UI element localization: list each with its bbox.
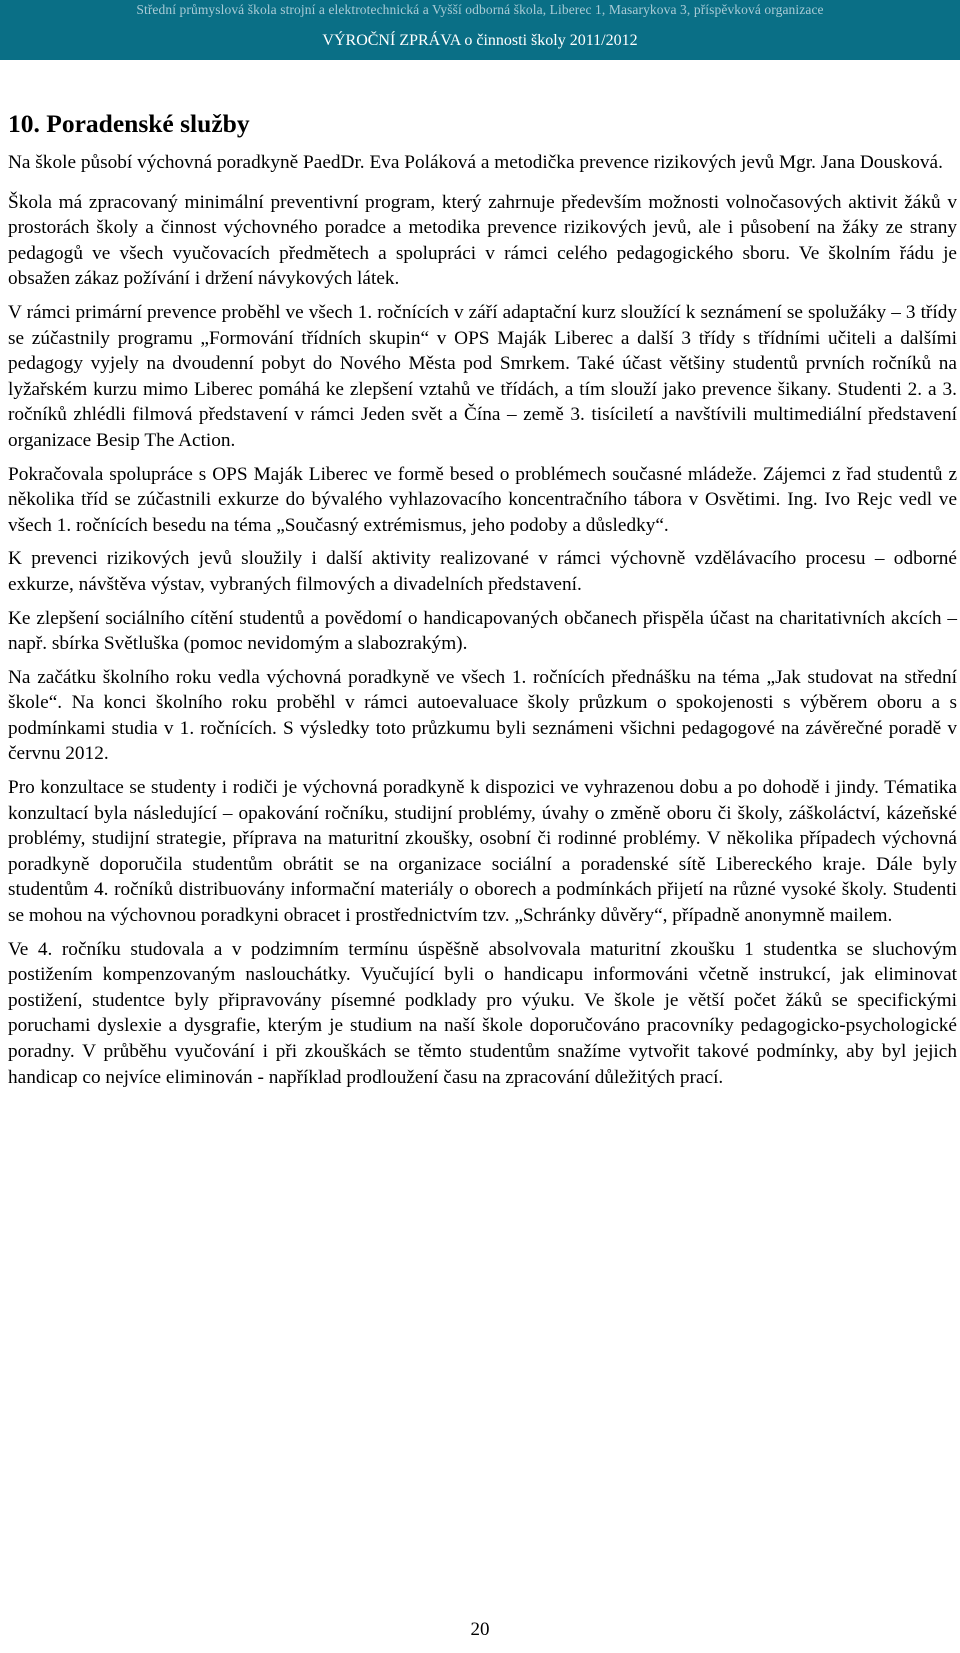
paragraph-consultations: Pro konzultace se studenty i rodiči je výchovná poradkyně k dispozici ve vyhrazenou dobu a po dohodě i jindy. Tématika konzultací byla následující – opakování ročníku, studijní problémy, úvahy o změně oboru či školy, záškoláctví, kázeňské problémy, studijní strategie, příprava na maturitní zkoušky, osobní či rodinné problémy. V několika případech výchovná poradkyně doporučila studentům obrátit se na organizace sociální a poradenské sítě Libereckého kraje. Dále byly studentům 4. ročníků distribuovány informační materiály o oborech a podmínkách přijetí na různé vysoké školy. Studenti se mohou na výchovnou poradkyni obracet i prostřednictvím tzv. „Schránky důvěry“, případně anonymně mailem. [8,777,957,927]
paragraph-advisors: Na škole působí výchovná poradkyně PaedDr. Eva Poláková a metodička prevence rizikových jevů Mgr. Jana Dousková. [8,152,943,173]
page-number: 20 [470,1619,490,1640]
paragraph-other-activities: K prevenci rizikových jevů sloužily i další aktivity realizované v rámci výchovně vzdělávacího procesu – odborné exkurze, návštěva výstav, vybraných filmových a divadelních představení. [8,548,957,595]
page-header [0,0,960,60]
header-school-name: Střední průmyslová škola strojní a elektrotechnická a Vyšší odborná škola, Liberec 1, Masarykova 3, příspěvková organizace [136,2,824,17]
paragraph-primary-prevention: V rámci primární prevence proběhl ve všech 1. ročnících v září adaptační kurz sloužící k seznámení se spolužáky – 3 třídy se zúčastnily programu „Formování třídních skupin“ v OPS Maják Liberec a další 3 třídy s třídními učiteli a dalšími pedagogy vyjely na dvoudenní pobyt do Nového Města pod Smrkem. Také účast většiny studentů prvních ročníků na lyžařském kurzu mimo Liberec pomáhá ke zlepšení vztahů ve třídách, a tím slouží jako prevence šikany. Studenti 2. a 3. ročníků zhlédli filmová představení v rámci Jeden svět a Čína – země 3. tisíciletí a navštívili multimediální představení organizace Besip The Action. [8,301,957,451]
paragraph-cooperation: Pokračovala spolupráce s OPS Maják Liberec ve formě besed o problémech současné mládeže. Zájemci z řad studentů z několika tříd se zúčastnili exkurze do bývalého vyhlazovacího koncentračního tábora v Osvětimi. Ing. Ivo Rejc vedl ve všech 1. ročnících besedu na téma „Současný extrémismus, jeho podoby a důsledky“. [8,463,957,536]
paragraph-special-needs: Ve 4. ročníku studovala a v podzimním termínu úspěšně absolvovala maturitní zkoušku 1 studentka se sluchovým postižením kompenzovaným naslouchátky. Vyučující byli o handicapu informováni včetně instrukcí, jak eliminovat postižení, studentce byly připravovány písemné podklady pro výuku. Ve škole je větší počet žáků se specifickými poruchami dyslexie a dysgrafie, kterým je studium na naší škole doporučováno pracovníky pedagogicko-psychologické poradny. V průběhu vyučování i při zkouškách se těmto studentům snažíme vytvořit takové podmínky, aby byl jejich handicap co nejvíce eliminován - například prodloužení času na zpracování důležitých prací. [8,938,957,1088]
paragraph-school-year-start: Na začátku školního roku vedla výchovná poradkyně ve všech 1. ročnících přednášku na téma „Jak studovat na střední škole“. Na konci školního roku proběhl v rámci autoevaluace školy průzkum o spokojenosti s výběrem oboru a s podmínkami studia v 1. ročnících. S výsledky toto průzkumu byli seznámeni všichni pedagogové na závěrečné poradě v červnu 2012. [8,666,957,765]
header-report-title: VÝROČNÍ ZPRÁVA o činnosti školy 2011/2012 [322,32,638,49]
paragraph-charity: Ke zlepšení sociálního cítění studentů a povědomí o handicapovaných občanech přispěla účast na charitativních akcích – např. sbírka Světluška (pomoc nevidomým a slabozrakým). [8,607,957,655]
paragraph-prevention-program: Škola má zpracovaný minimální preventivní program, který zahrnuje především možnosti volnočasových aktivit žáků v prostorách školy a činnost výchovného poradce a metodika prevence rizikových jevů, ale i působení na žáky ze strany pedagogů ve všech vyučovacích předmětech a spolupráci v rámci celého pedagogického sboru. Ve školním řádu je obsažen zákaz požívání i držení návykových látek. [8,191,957,290]
section-content [8,108,957,1098]
section-title: 10. Poradenské služby [8,109,250,138]
